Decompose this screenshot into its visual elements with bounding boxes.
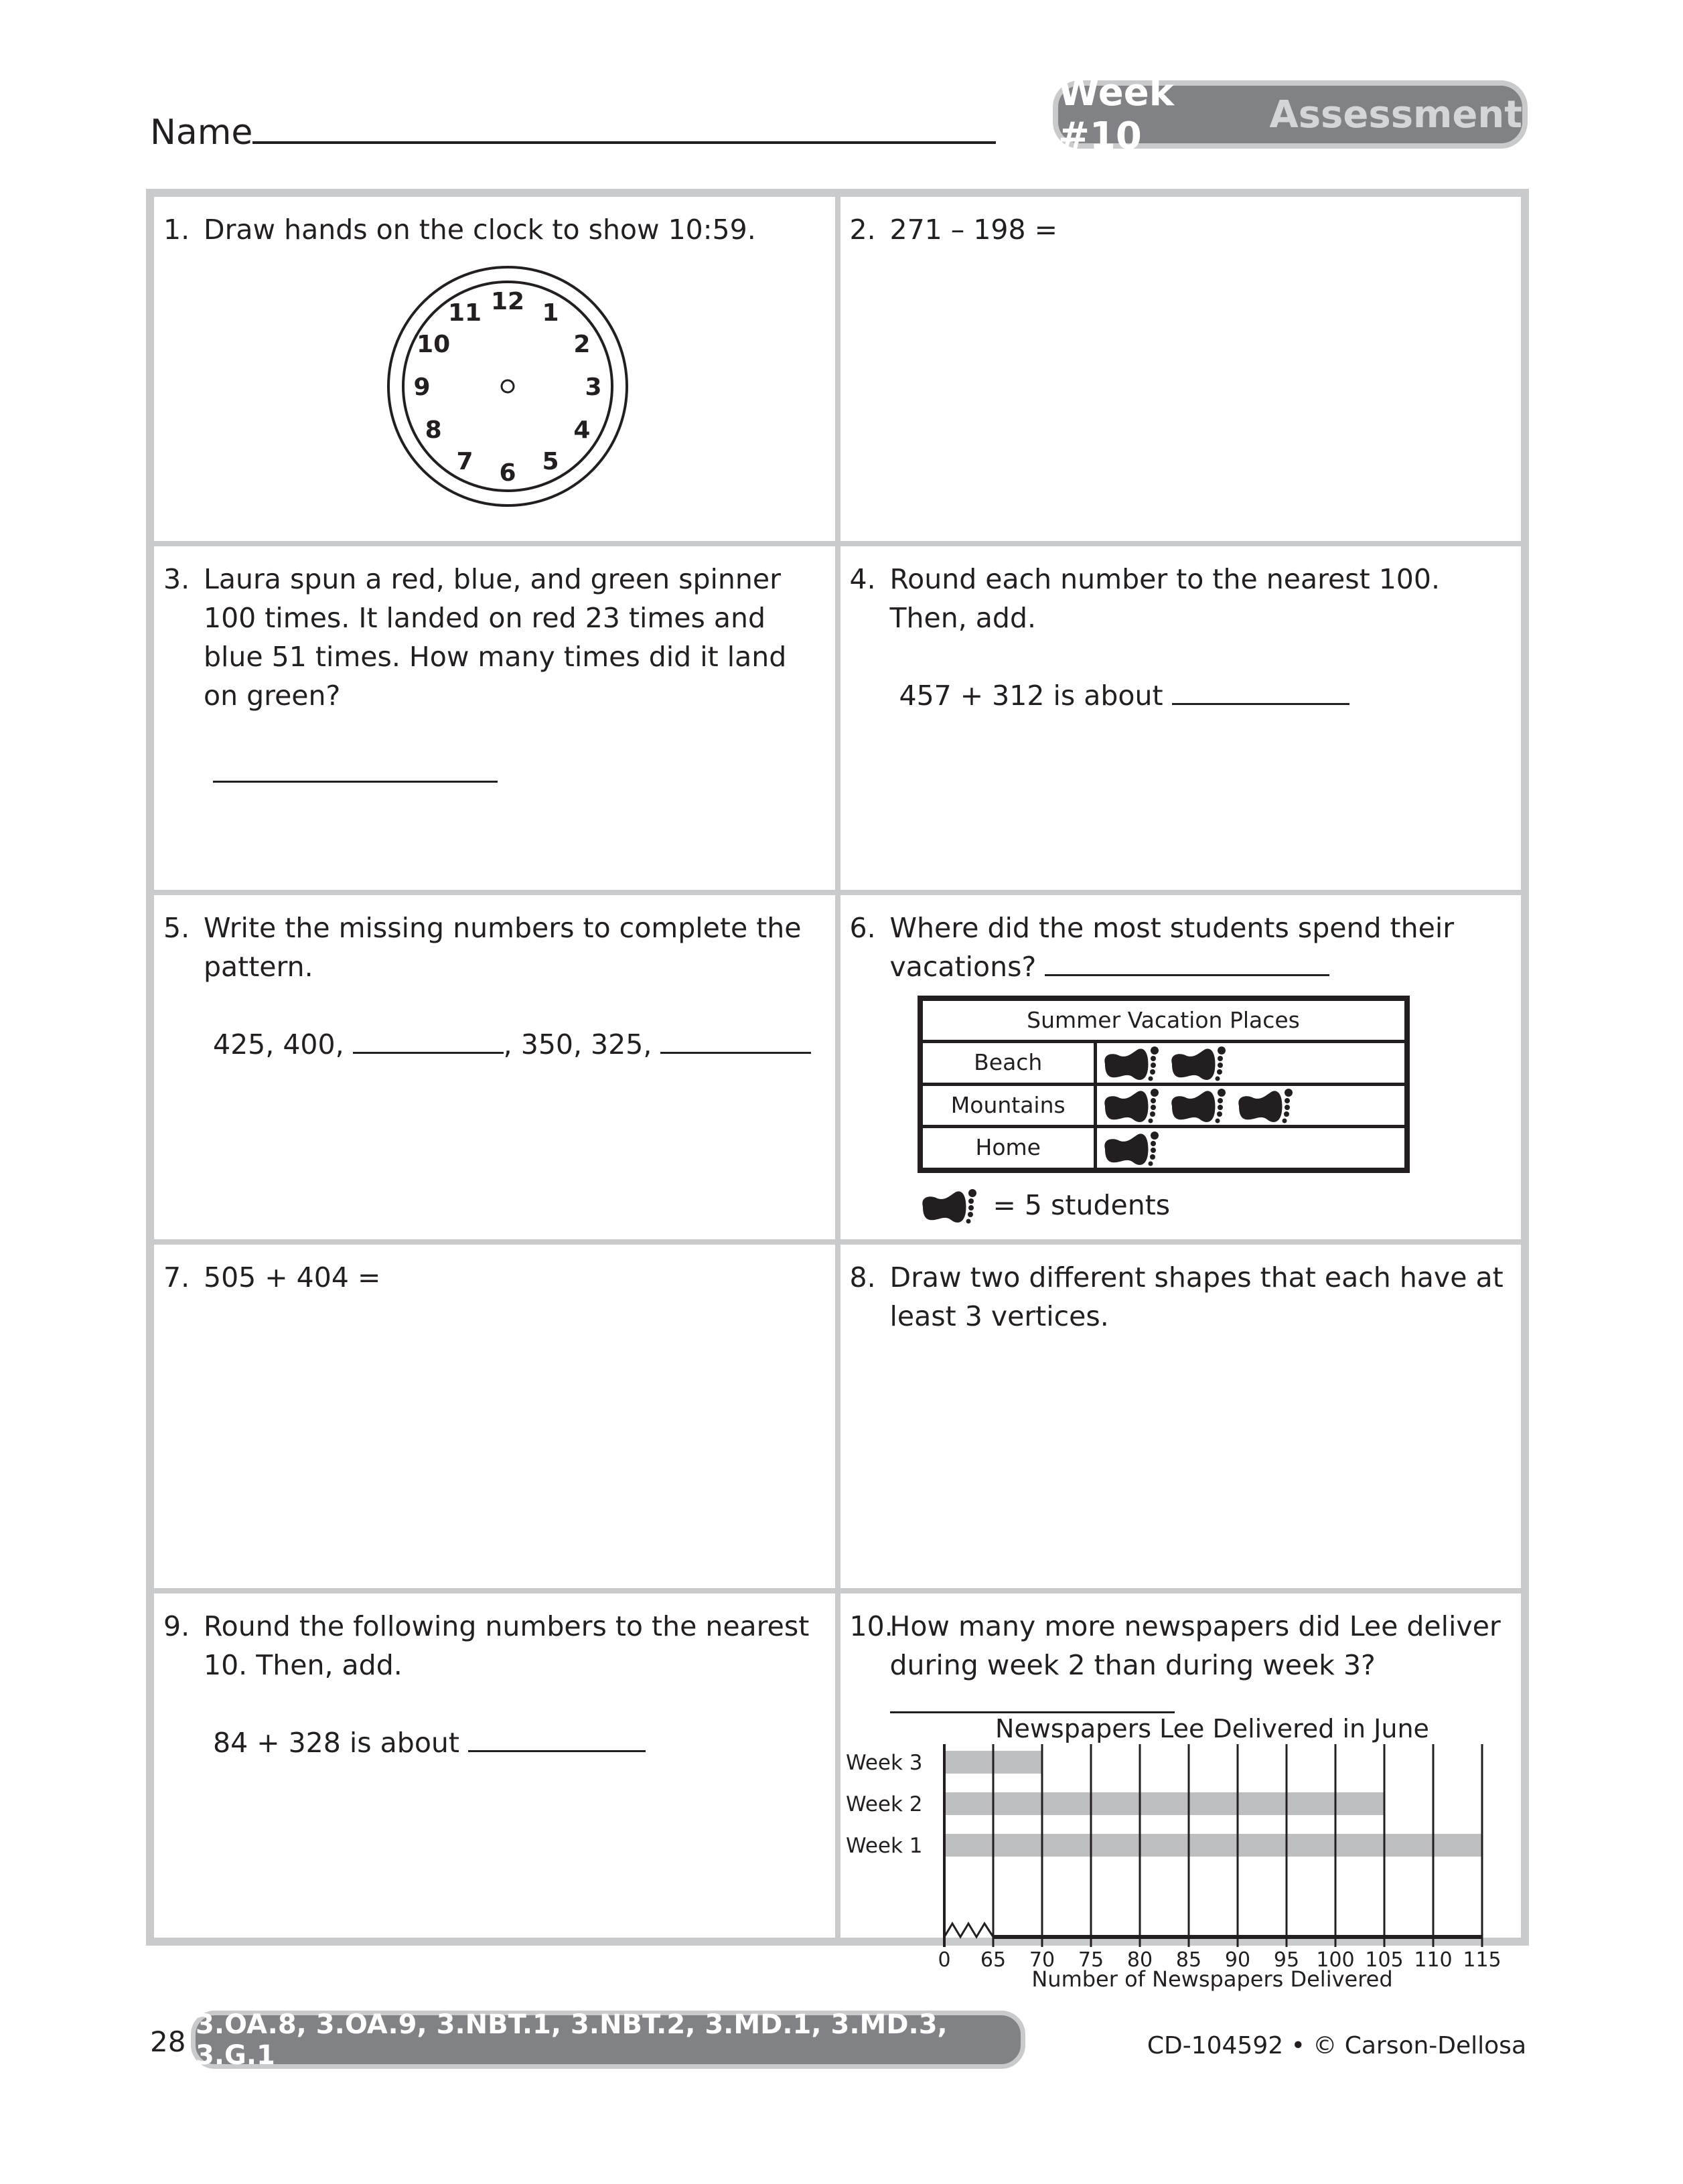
answer-blank[interactable]	[1045, 949, 1329, 976]
tick-label: 90	[1224, 1948, 1250, 1972]
standards-badge: 3.OA.8, 3.OA.9, 3.NBT.1, 3.NBT.2, 3.MD.1, 3.MD.3, 3.G.1	[191, 2011, 1025, 2069]
question-1	[151, 194, 838, 544]
footprint-icon	[1167, 1087, 1234, 1125]
clock-number: 9	[413, 374, 431, 401]
question-text: Write the missing numbers to complete the pattern.	[204, 912, 802, 984]
pattern-part: , 350, 325,	[503, 1028, 652, 1061]
question-3	[151, 544, 838, 893]
question-9	[151, 1591, 838, 1940]
pictograph-title: Summer Vacation Places	[920, 998, 1407, 1042]
tick-label: 70	[1029, 1948, 1055, 1972]
clock-number: 6	[499, 459, 516, 487]
question-number: 3.	[163, 562, 190, 595]
answer-blank[interactable]	[660, 1027, 811, 1054]
question-4	[838, 544, 1524, 893]
clock-number: 4	[573, 416, 591, 444]
clock-number: 8	[425, 416, 442, 444]
page-number: 28	[150, 2025, 186, 2058]
name-field[interactable]	[150, 112, 996, 153]
tick-label: 100	[1315, 1948, 1355, 1972]
clock-number: 12	[490, 288, 525, 315]
clock-number: 10	[417, 331, 451, 358]
row-label: Mountains	[920, 1084, 1096, 1127]
footprint-icon	[1100, 1130, 1167, 1168]
clock-number: 7	[456, 447, 473, 475]
answer-blank[interactable]	[890, 1687, 1175, 1713]
chart-title: Newspapers Lee Delivered in June	[995, 1714, 1429, 1744]
answer-blank[interactable]	[1172, 678, 1349, 705]
name-label: Name	[150, 112, 253, 153]
question-sub: 84 + 328 is about	[213, 1727, 459, 1760]
clock-number: 1	[542, 299, 559, 327]
question-number: 2.	[849, 214, 876, 246]
clock-number: 5	[542, 447, 559, 475]
question-7	[151, 1242, 838, 1591]
bar	[944, 1792, 1384, 1815]
bar-chart	[840, 1714, 1524, 1993]
badge-week: Week #10	[1058, 71, 1174, 158]
clock-number: 11	[447, 299, 482, 327]
question-text: 271 – 198 =	[889, 214, 1057, 246]
pictograph	[918, 996, 1410, 1225]
category-label: Week 2	[845, 1792, 923, 1817]
pictograph-key	[918, 1185, 1410, 1225]
question-number: 9.	[163, 1610, 190, 1643]
footprint-icon	[1167, 1045, 1234, 1083]
clock-number: 3	[585, 374, 602, 401]
x-axis-label: Number of Newspapers Delivered	[1031, 1966, 1393, 1993]
tick-label: 115	[1462, 1948, 1502, 1972]
question-text: Round the following numbers to the nearest 10. Then, add.	[204, 1610, 810, 1682]
question-number: 8.	[849, 1261, 876, 1294]
row-label: Beach	[920, 1042, 1096, 1085]
question-6	[838, 892, 1524, 1242]
tick-label: 95	[1273, 1948, 1299, 1972]
tick-label: 80	[1126, 1948, 1153, 1972]
footprint-icon	[1234, 1087, 1301, 1125]
question-text: Laura spun a red, blue, and green spinner 100 times. It landed on red 23 times and blue 51 times. How many times did it land on green?	[204, 562, 787, 712]
tick-label: 75	[1078, 1948, 1104, 1972]
question-number: 5.	[163, 912, 190, 945]
tick-label: 85	[1175, 1948, 1201, 1972]
category-label: Week 1	[845, 1834, 923, 1859]
question-5	[151, 892, 838, 1242]
question-grid	[146, 189, 1529, 1993]
answer-blank[interactable]	[468, 1725, 646, 1752]
question-text: Draw two different shapes that each have at least 3 vertices.	[889, 1261, 1504, 1332]
category-label: Week 3	[845, 1751, 923, 1776]
week-badge	[1053, 71, 1528, 158]
name-line[interactable]	[252, 117, 996, 144]
tick-label: 110	[1413, 1948, 1453, 1972]
question-text: Round each number to the nearest 100. Then, add.	[889, 562, 1441, 634]
footprint-icon	[918, 1188, 984, 1225]
question-text: How many more newspapers did Lee deliver during week 2 than during week 3?	[889, 1610, 1501, 1682]
question-number: 1.	[163, 214, 190, 246]
key-text: = 5 students	[993, 1188, 1171, 1221]
question-8	[838, 1242, 1524, 1591]
question-number: 4.	[849, 562, 876, 595]
question-10	[838, 1591, 1524, 1993]
question-number: 7.	[163, 1261, 190, 1294]
clock-number: 2	[573, 331, 591, 358]
question-sub: 457 + 312 is about	[899, 679, 1163, 712]
answer-blank[interactable]	[213, 756, 498, 783]
tick-label: 0	[937, 1948, 951, 1972]
axis-break	[944, 1924, 993, 1937]
question-text: 505 + 404 =	[204, 1261, 381, 1294]
bar	[944, 1834, 1482, 1857]
question-2	[838, 194, 1524, 544]
row-label: Home	[920, 1127, 1096, 1170]
footprint-icon	[1100, 1087, 1167, 1125]
badge-assessment: Assessment	[1269, 92, 1522, 137]
answer-blank[interactable]	[353, 1027, 504, 1054]
copyright: CD-104592 • © Carson-Dellosa	[1147, 2032, 1526, 2059]
pictograph-table	[918, 996, 1410, 1173]
tick-label: 105	[1364, 1948, 1404, 1972]
question-number: 6.	[849, 912, 876, 945]
row-icons	[1096, 1042, 1407, 1085]
question-number: 10.	[849, 1610, 893, 1643]
row-icons	[1096, 1127, 1407, 1170]
question-text: Draw hands on the clock to show 10:59.	[204, 214, 756, 246]
row-icons	[1096, 1084, 1407, 1127]
pattern-part: 425, 400,	[213, 1028, 344, 1061]
clock-face[interactable]	[380, 259, 635, 514]
question-text: Where did the most students spend their vacations?	[889, 912, 1455, 984]
footprint-icon	[1100, 1045, 1167, 1083]
tick-label: 65	[980, 1948, 1006, 1972]
